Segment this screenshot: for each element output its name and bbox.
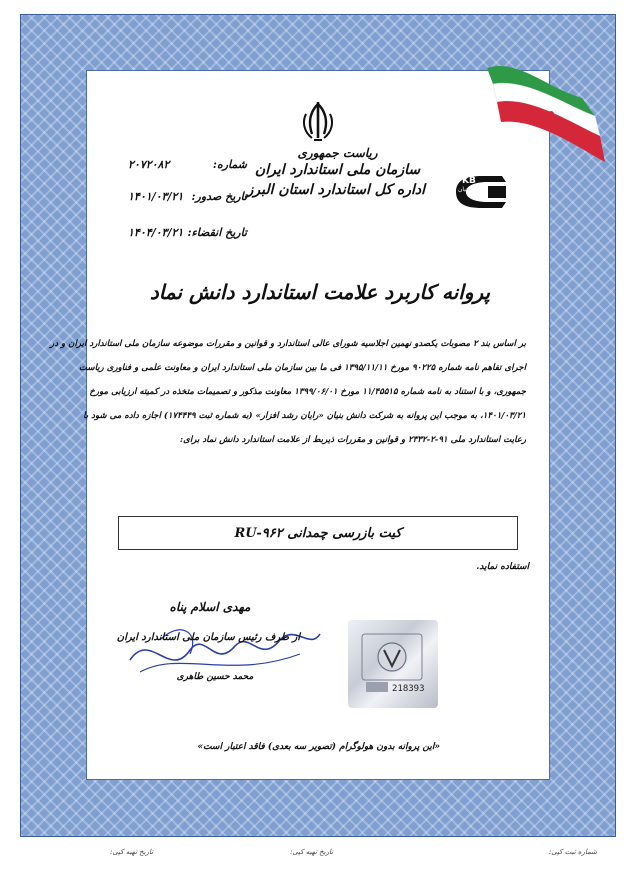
body-line: جمهوری، و با استناد به نامه شماره ۱۱/۴۵۵۱۵ مورخ ۱۳۹۹/۰۶/۰۱ معاونت مذکور و تصمیمات متخذه در کمیته ارزیابی مورخ [89,387,526,397]
kb-knowledge-based-logo [452,172,510,212]
header-organization: سازمان ملی استاندارد ایران [254,162,421,178]
body-line: ۱۴۰۱/۰۳/۲۱، به موجب این پروانه به شرکت دانش بنیان «رایان رشد افزار» (به شماره ثبت ۱۷۴۴۴۹) اجازه داده می شود با [83,411,526,421]
hologram-emblem-icon [348,620,438,708]
signer-role: از طرف رئیس سازمان ملی استاندارد ایران [116,632,300,643]
issue-date-label: تاریخ صدور: [191,190,247,203]
issue-date-value: ۱۴۰۱/۰۳/۲۱ [128,190,184,203]
body-line: بر اساس بند ۲ مصوبات یکصدو نهمین اجلاسیه شورای عالی استاندارد و قوانین و مقررات موضوعه سازمان ملی استاندارد ایران و در [50,339,526,349]
kb-logo-code: KB [462,176,476,186]
hologram-serial: 218393 [392,684,425,694]
closing-text: استفاده نماید. [476,562,529,572]
iran-flag-icon [487,58,607,170]
certificate-body-text [50,332,526,452]
copy-registration-label: شماره ثبت کپی: [548,848,597,856]
expiry-date-value: ۱۴۰۴/۰۳/۲۱ [128,226,184,239]
hologram-validity-note: «این پروانه بدون هولوگرام (تصویر سه بعدی) فاقد اعتبار است» [197,742,440,752]
copy-date-label: تاریخ تهیه کپی: [290,848,334,856]
second-signer-name: محمد حسین طاهری [176,672,254,682]
iran-emblem-icon [300,100,336,144]
kb-logo-caption: دانش بنیان [458,186,486,193]
copy-date-label-2: تاریخ تهیه کپی: [110,848,154,856]
header-provincial-office: اداره کل استاندارد استان البرز [246,182,425,198]
body-line: رعایت استاندارد ملی ۹۱-۲-۲۳۳۲ و قوانین و مقررات ذیربط از علامت استاندارد دانش نماد برای: [179,435,526,445]
body-line: اجرای تفاهم نامه شماره ۹۰۲۲۵ مورخ ۱۳۹۵/۱۱/۱۱ فی ما بین سازمان ملی استاندارد ایران و معاونت علمی و فناوری ریاست [78,363,526,373]
product-name: کیت بازرسی چمدانی RU-۹۶۲ [234,525,402,541]
certificate-number-value: ۲۰۷۲۰۸۲ [128,158,170,171]
certificate-number-label: شماره: [212,158,247,171]
header-presidency: ریاست جمهوری [297,146,378,160]
hologram-seal [348,620,438,708]
product-name-box [118,516,518,550]
signer-name: مهدی اسلام پناه [169,600,251,614]
certificate-title: پروانه کاربرد علامت استاندارد دانش نماد [149,280,491,304]
expiry-date-label: تاریخ انقضاء: [187,226,247,239]
